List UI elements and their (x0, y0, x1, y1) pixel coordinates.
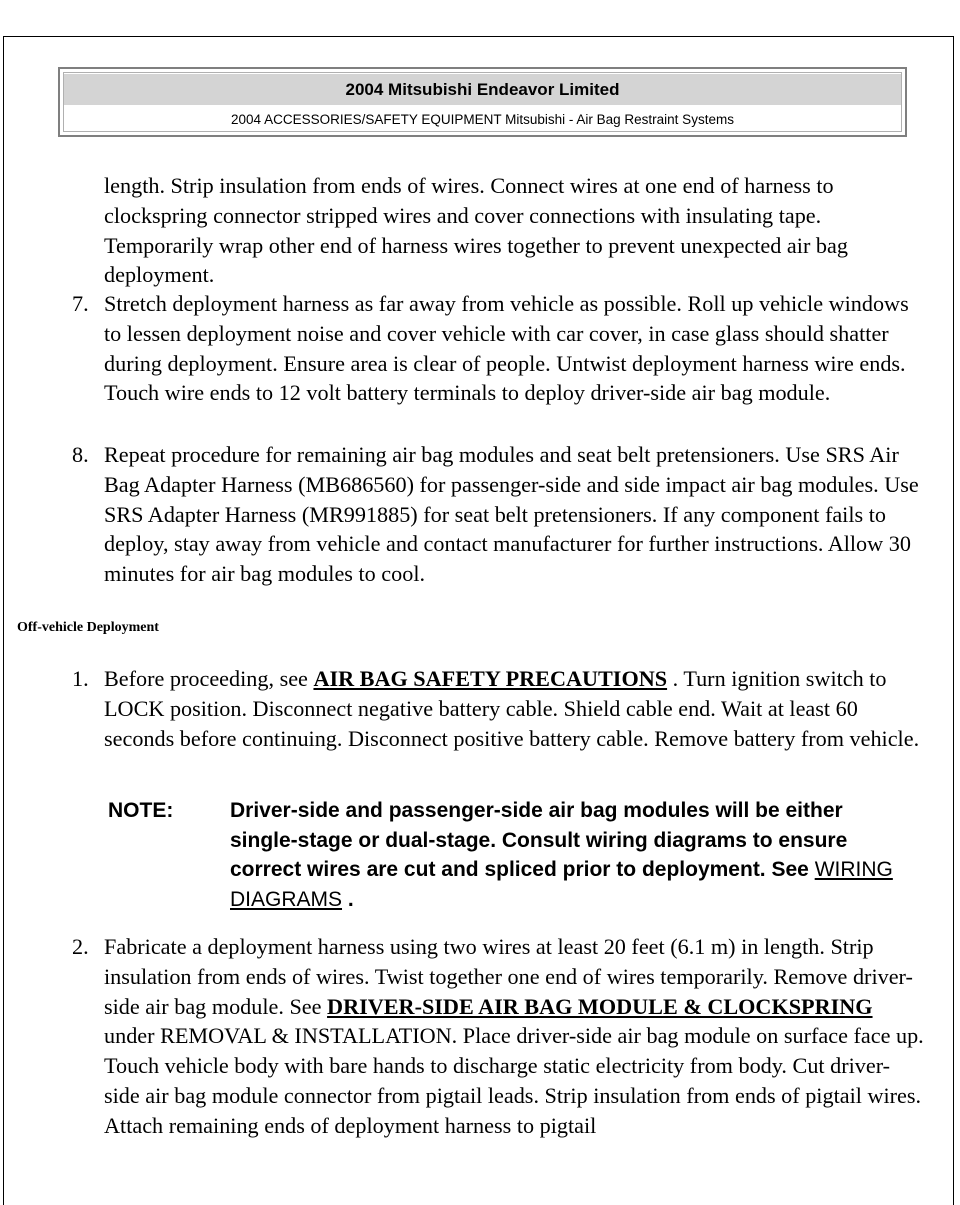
step-number: 7. (72, 291, 89, 316)
note-after: . (342, 887, 354, 911)
step-1 (72, 664, 924, 753)
step-text-after: . Turn ignition switch to LOCK position. Disconnect negative battery cable. Shield cable end. Wait at least 60 seconds before continuing. Disconnect positive battery cable. Remove battery from vehicle. (104, 666, 920, 751)
page-border-left (3, 36, 4, 1205)
air-bag-safety-precautions-link[interactable]: AIR BAG SAFETY PRECAUTIONS (313, 666, 668, 691)
note-body (230, 796, 910, 914)
note-label: NOTE: (108, 799, 174, 822)
document-header (58, 67, 907, 137)
step-2 (72, 932, 924, 1141)
header-inner-frame (63, 72, 902, 132)
step-text-after: under REMOVAL & INSTALLATION. Place driver-side air bag module on surface face up. Touch vehicle body with bare hands to discharge static electricity from body. Cut driver-side air bag module connector from pigtail leads. Strip insulation from ends of pigtail wires. Attach remaining ends of deployment harness to pigtail (104, 1023, 924, 1138)
header-subtitle: 2004 ACCESSORIES/SAFETY EQUIPMENT Mitsubishi - Air Bag Restraint Systems (231, 112, 734, 127)
wiring-diagrams-link[interactable]: WIRING DIAGRAMS (230, 858, 893, 911)
step-text: Repeat procedure for remaining air bag modules and seat belt pretensioners. Use SRS Air Bag Adapter Harness (MB686560) for passenger-side and side impact air bag modules. Use SRS Adapter Harness (MR991885) for seat belt pretensioners. If any component fails to deploy, stay away from vehicle and contact manufacturer for further instructions. Allow 30 minutes for air bag modules to cool. (104, 442, 919, 587)
step-number: 2. (72, 934, 89, 959)
step-8 (72, 440, 924, 589)
header-title: 2004 Mitsubishi Endeavor Limited (64, 74, 901, 105)
section-heading: Off-vehicle Deployment (17, 620, 159, 635)
step-text: Stretch deployment harness as far away from vehicle as possible. Roll up vehicle windows to lessen deployment noise and cover vehicle with car cover, in case glass should shatter during deployment. Ensure area is clear of people. Untwist deployment harness wire ends. Touch wire ends to 12 volt battery terminals to deploy driver-side air bag module. (104, 291, 909, 406)
driver-side-air-bag-module-link[interactable]: DRIVER-SIDE AIR BAG MODULE & CLOCKSPRING (327, 993, 873, 1019)
step-7 (72, 289, 924, 408)
page-border-top (3, 36, 954, 37)
page-border-right (953, 36, 954, 1205)
step-text-before: Before proceeding, see (104, 666, 314, 691)
step-number: 1. (72, 666, 89, 691)
continuation-paragraph: length. Strip insulation from ends of wires. Connect wires at one end of harness to clockspring connector stripped wires and cover connections with insulating tape. Temporarily wrap other end of harness wires together to prevent unexpected air bag deployment. (104, 173, 848, 288)
note-text: Driver-side and passenger-side air bag modules will be either single-stage or dual-stage. Consult wiring diagrams to ensure correct wires are cut and spliced prior to deployment. See (230, 799, 848, 881)
step-number: 8. (72, 442, 89, 467)
step-text-before: Fabricate a deployment harness using two wires at least 20 feet (6.1 m) in length. Strip insulation from ends of wires. Twist together one end of wires temporarily. Remove driver-side air bag module. See (104, 934, 913, 1019)
